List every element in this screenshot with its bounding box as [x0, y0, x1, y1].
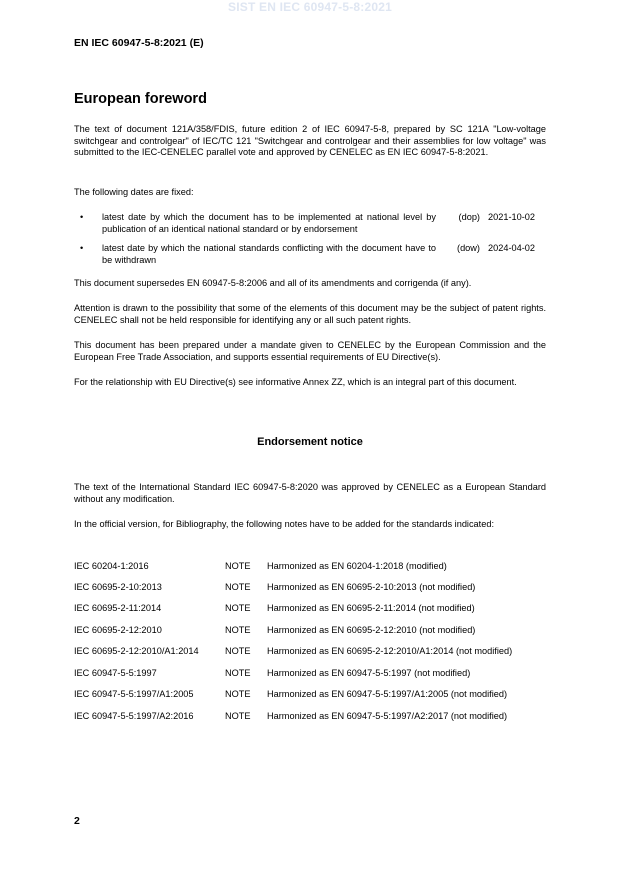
note-label: NOTE: [225, 646, 251, 656]
foreword-paragraph-1: The text of document 121A/358/FDIS, future edition 2 of IEC 60947-5-8, prepared by SC 121A "Low-voltage switchgear and controlgear" of IEC/TC 121 "Switchgear and controlgear and their assemblies for low voltage" was submitted to the IEC-CENELEC parallel vote and approved by CENELEC as EN IEC 60947-5-8:2021.: [74, 124, 546, 158]
standard-ref: IEC 60204-1:2016: [74, 561, 149, 571]
foreword-paragraph-6: For the relationship with EU Directive(s) see informative Annex ZZ, which is an integral part of this document.: [74, 377, 517, 387]
foreword-paragraph-2: The following dates are fixed:: [74, 187, 194, 197]
bullet-text: latest date by which the document has to be implemented at national level by publication of an identical national standard or by endorsement: [102, 212, 436, 234]
note-text: Harmonized as EN 60947-5-5:1997/A2:2017 (not modified): [267, 711, 508, 721]
standard-ref: IEC 60695-2-10:2013: [74, 582, 162, 592]
note-label: NOTE: [225, 582, 251, 592]
foreword-title: European foreword: [74, 91, 207, 107]
endorsement-paragraph-1: The text of the International Standard IEC 60947-5-8:2020 was approved by CENELEC as a European Standard without any modification.: [74, 482, 546, 504]
standard-ref: IEC 60695-2-12:2010: [74, 625, 162, 635]
note-label: NOTE: [225, 711, 251, 721]
note-label: NOTE: [225, 668, 251, 678]
foreword-paragraph-3: This document supersedes EN 60947-5-8:2006 and all of its amendments and corrigenda (if any).: [74, 278, 472, 288]
bullet-code: (dop): [458, 212, 480, 222]
bullet-date: 2021-10-02: [488, 212, 535, 222]
endorsement-paragraph-2: In the official version, for Bibliography, the following notes have to be added for the standards indicated:: [74, 519, 494, 529]
note-text: Harmonized as EN 60695-2-10:2013 (not modified): [267, 582, 476, 592]
foreword-paragraph-4: Attention is drawn to the possibility that some of the elements of this document may be the subject of patent rights. CENELEC shall not be held responsible for identifying any or all such patent rights.: [74, 303, 546, 325]
note-label: NOTE: [225, 625, 251, 635]
bullet-icon: •: [80, 212, 84, 222]
standard-ref: IEC 60947-5-5:1997: [74, 668, 157, 678]
note-text: Harmonized as EN 60695-2-12:2010/A1:2014 (not modified): [267, 646, 513, 656]
standard-ref: IEC 60947-5-5:1997/A2:2016: [74, 711, 194, 721]
note-text: Harmonized as EN 60204-1:2018 (modified): [267, 561, 447, 571]
standard-ref: IEC 60695-2-12:2010/A1:2014: [74, 646, 199, 656]
page-number: 2: [74, 815, 80, 827]
foreword-paragraph-5: This document has been prepared under a mandate given to CENELEC by the European Commission and the European Free Trade Association, and supports essential requirements of EU Directive(s).: [74, 340, 546, 362]
note-text: Harmonized as EN 60947-5-5:1997/A1:2005 (not modified): [267, 689, 508, 699]
note-label: NOTE: [225, 603, 251, 613]
bullet-text: latest date by which the national standards conflicting with the document have to be withdrawn: [102, 243, 436, 265]
watermark: SIST EN IEC 60947-5-8:2021: [228, 0, 392, 14]
document-id: EN IEC 60947-5-8:2021 (E): [74, 37, 204, 49]
bullet-code: (dow): [457, 243, 480, 253]
bullet-icon: •: [80, 243, 84, 253]
bullet-date: 2024-04-02: [488, 243, 535, 253]
note-label: NOTE: [225, 561, 251, 571]
note-label: NOTE: [225, 689, 251, 699]
endorsement-title: Endorsement notice: [257, 436, 363, 448]
note-text: Harmonized as EN 60695-2-11:2014 (not modified): [267, 603, 475, 613]
standard-ref: IEC 60947-5-5:1997/A1:2005: [74, 689, 194, 699]
standard-ref: IEC 60695-2-11:2014: [74, 603, 162, 613]
note-text: Harmonized as EN 60947-5-5:1997 (not modified): [267, 668, 471, 678]
note-text: Harmonized as EN 60695-2-12:2010 (not modified): [267, 625, 476, 635]
